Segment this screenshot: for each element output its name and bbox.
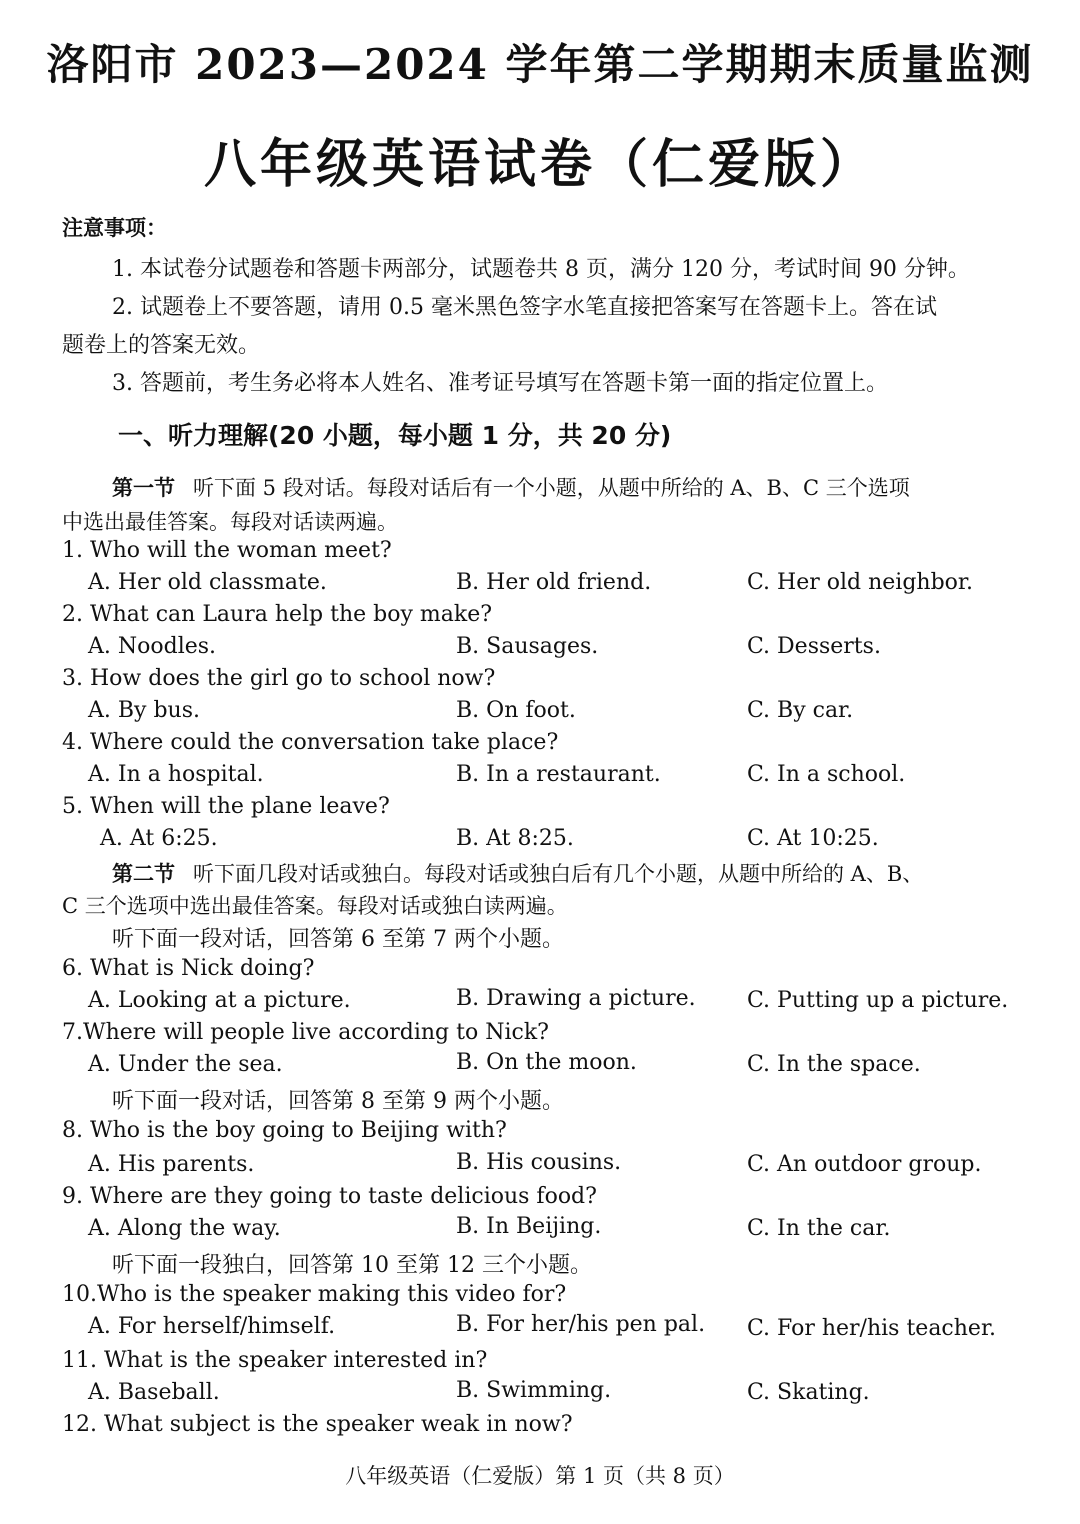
exam-title: 洛阳市 2023—2024 学年第二学期期末质量监测 — [46, 40, 1034, 89]
question-stem: 8. Who is the boy going to Beijing with? — [62, 1118, 507, 1143]
option-a: A. At 6:25. — [100, 826, 218, 851]
option-b: B. In Beijing. — [456, 1214, 602, 1239]
question-stem: 7.Where will people live according to Nick? — [62, 1020, 549, 1045]
option-c: C. Skating. — [747, 1380, 870, 1405]
option-a: A. In a hospital. — [88, 762, 264, 787]
question-stem: 6. What is Nick doing? — [62, 956, 315, 981]
option-b: B. At 8:25. — [456, 826, 574, 851]
listening-instruction: 听下面一段独白，回答第 10 至第 12 三个小题。 — [112, 1253, 592, 1278]
option-b: B. On foot. — [456, 698, 576, 723]
section-heading: 一、听力理解(20 小题，每小题 1 分，共 20 分) — [118, 421, 672, 450]
option-b: B. On the moon. — [456, 1050, 637, 1075]
option-a: A. For herself/himself. — [88, 1314, 336, 1339]
option-b: B. His cousins. — [456, 1150, 622, 1175]
option-c: C. Putting up a picture. — [747, 988, 1009, 1013]
option-c: C. An outdoor group. — [747, 1152, 982, 1177]
question-stem: 1. Who will the woman meet? — [62, 538, 392, 563]
page-footer: 八年级英语（仁爱版）第 1 页（共 8 页） — [345, 1464, 735, 1488]
part1-text: 听下面 5 段对话。每段对话后有一个小题，从题中所给的 A、B、C 三个选项 — [193, 476, 910, 500]
part2-label: 第二节 — [112, 862, 175, 886]
notice-item: 3. 答题前，考生务必将本人姓名、准考证号填写在答题卡第一面的指定位置上。 — [112, 371, 888, 396]
option-b: B. In a restaurant. — [456, 762, 661, 787]
notice-item: 1. 本试卷分试题卷和答题卡两部分，试题卷共 8 页，满分 120 分，考试时间 90 分钟。 — [112, 257, 970, 282]
question-stem: 2. What can Laura help the boy make? — [62, 602, 493, 627]
option-a: A. Her old classmate. — [88, 570, 327, 595]
listening-instruction: 听下面一段对话，回答第 8 至第 9 两个小题。 — [112, 1089, 564, 1114]
option-b: B. Drawing a picture. — [456, 986, 696, 1011]
option-a: A. Noodles. — [88, 634, 217, 659]
question-stem: 11. What is the speaker interested in? — [62, 1348, 488, 1373]
exam-subtitle: 八年级英语试卷（仁爱版） — [203, 134, 876, 195]
option-c: C. By car. — [747, 698, 854, 723]
notice-heading: 注意事项： — [62, 216, 167, 240]
option-a: A. Baseball. — [88, 1380, 220, 1405]
question-stem: 9. Where are they going to taste delicious food? — [62, 1184, 597, 1209]
option-b: B. Sausages. — [456, 634, 599, 659]
question-stem: 3. How does the girl go to school now? — [62, 666, 496, 691]
option-a: A. His parents. — [88, 1152, 255, 1177]
option-c: C. In the space. — [747, 1052, 921, 1077]
option-c: C. In a school. — [747, 762, 906, 787]
part1-label: 第一节 — [112, 476, 175, 500]
option-b: B. Her old friend. — [456, 570, 652, 595]
part2-text-cont: C 三个选项中选出最佳答案。每段对话或独白读两遍。 — [62, 894, 568, 918]
part1-text-cont: 中选出最佳答案。每段对话读两遍。 — [62, 510, 398, 534]
option-c: C. At 10:25. — [747, 826, 879, 851]
option-c: C. In the car. — [747, 1216, 891, 1241]
option-a: A. Under the sea. — [88, 1052, 283, 1077]
option-a: A. By bus. — [88, 698, 200, 723]
option-c: C. Desserts. — [747, 634, 881, 659]
question-stem: 12. What subject is the speaker weak in now? — [62, 1412, 573, 1437]
option-a: A. Looking at a picture. — [88, 988, 351, 1013]
part2-text: 听下面几段对话或独白。每段对话或独白后有几个小题，从题中所给的 A、B、 — [193, 862, 924, 886]
listening-instruction: 听下面一段对话，回答第 6 至第 7 两个小题。 — [112, 927, 564, 952]
option-b: B. For her/his pen pal. — [456, 1312, 706, 1337]
question-stem: 5. When will the plane leave? — [62, 794, 390, 819]
option-c: C. Her old neighbor. — [747, 570, 974, 595]
notice-item-continued: 题卷上的答案无效。 — [62, 333, 261, 358]
option-b: B. Swimming. — [456, 1378, 612, 1403]
notice-item: 2. 试题卷上不要答题，请用 0.5 毫米黑色签字水笔直接把答案写在答题卡上。答在试 — [112, 295, 937, 320]
part1-intro — [112, 472, 910, 502]
option-c: C. For her/his teacher. — [747, 1316, 997, 1341]
question-stem: 10.Who is the speaker making this video for? — [62, 1282, 567, 1307]
option-a: A. Along the way. — [88, 1216, 281, 1241]
part2-intro — [112, 858, 923, 888]
question-stem: 4. Where could the conversation take place? — [62, 730, 559, 755]
